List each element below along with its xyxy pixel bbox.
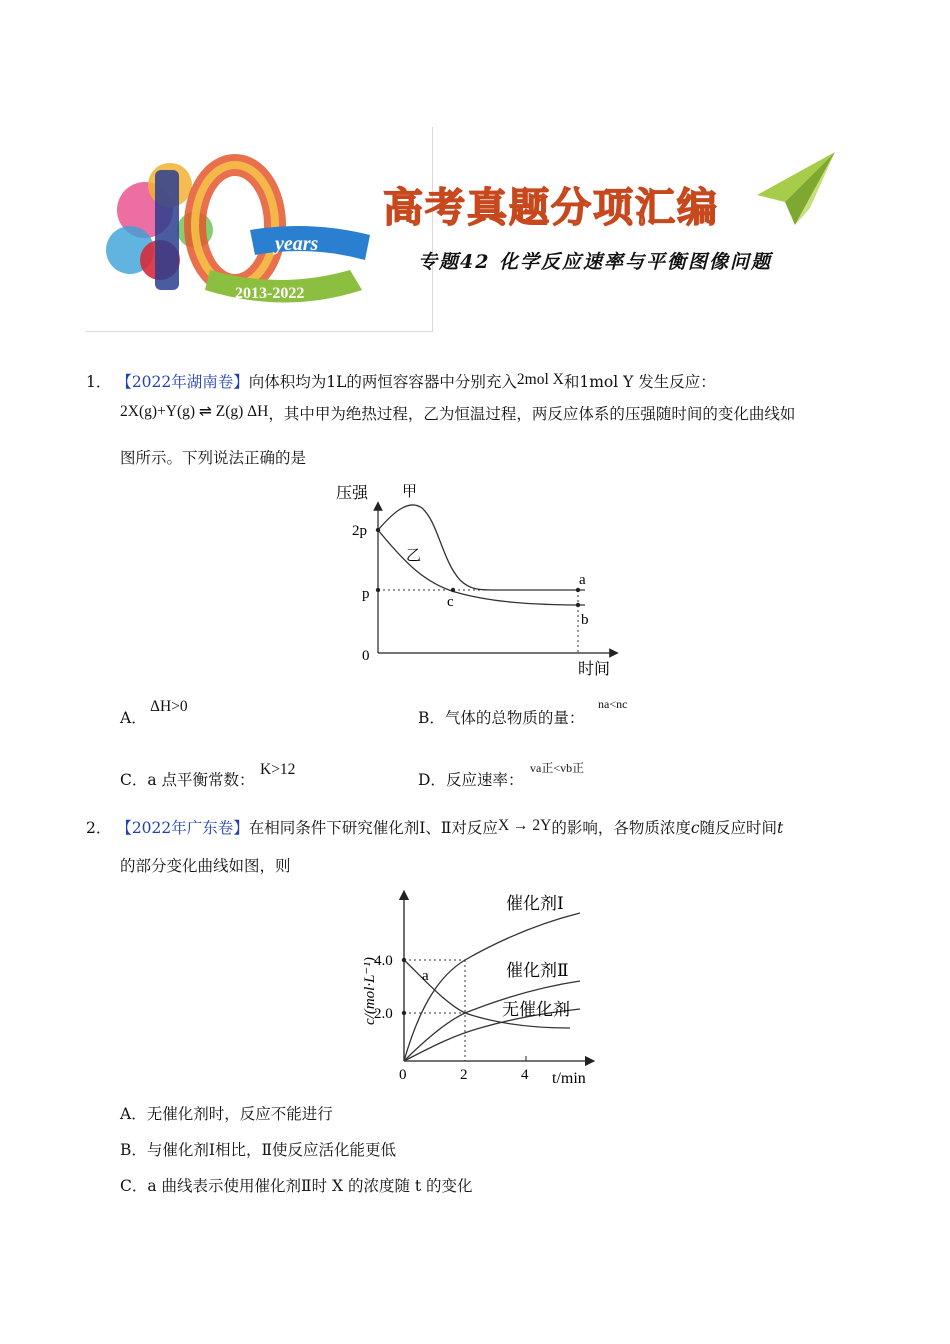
- q1-option-c-formula: K>12: [260, 761, 296, 778]
- q1-label-jia: 甲: [402, 484, 418, 500]
- q1-line3: 图所示。下列说法正确的是: [120, 449, 307, 467]
- q2-option-c-text: a 曲线表示使用催化剂Ⅱ时 X 的浓度随 t 的变化: [147, 1177, 473, 1195]
- paper-plane-icon: [755, 150, 840, 230]
- q2-xlabel: t/min: [552, 1070, 586, 1087]
- q1-dot-b: [576, 603, 580, 607]
- q1-option-b-formula: na<nc: [598, 697, 628, 711]
- q1-option-b-text: 气体的总物质的量：: [444, 709, 585, 727]
- q2-line1: [86, 818, 783, 839]
- q1-equation: 2X(g)+Y(g) ⇌ Z(g) ΔH: [120, 403, 269, 420]
- q2-label-cat1: 催化剂Ⅰ: [506, 894, 564, 913]
- q2-text1b: 的影响，各物质浓度: [551, 819, 691, 837]
- q2-text1: 在相同条件下研究催化剂Ⅰ、Ⅱ对反应: [248, 819, 498, 837]
- q1-ylabel: 压强: [336, 485, 369, 502]
- q1-xlabel: 时间: [578, 661, 611, 678]
- q2-ylabel: c/(mol·L⁻¹): [362, 957, 378, 1025]
- q2-ytick-2: 2.0: [374, 1006, 393, 1022]
- q1-source: 【2022年湖南卷】: [116, 373, 249, 391]
- q2-xtick-2: 2: [460, 1067, 468, 1083]
- q1-amounts: 2mol X: [516, 371, 564, 388]
- q2-reaction: X → 2Y: [497, 817, 552, 834]
- q1-option-a-letter: A．: [120, 709, 147, 727]
- q1-option-a: [120, 708, 147, 728]
- q1-option-d: [418, 770, 523, 790]
- ten-years-logo: [100, 140, 400, 320]
- q2-option-a: [120, 1104, 333, 1124]
- q2-option-a-letter: A．: [120, 1105, 147, 1123]
- q2-label-cat2: 催化剂Ⅱ: [506, 961, 569, 980]
- q1-dot-a: [576, 588, 580, 592]
- q2-dot-4: [402, 958, 406, 962]
- q2-var-c: c: [690, 819, 700, 837]
- q2-source: 【2022年广东卷】: [116, 819, 249, 837]
- q2-concentration-time-figure: [350, 885, 610, 1090]
- q1-line2: [120, 404, 795, 425]
- logo-range: 2013-2022: [235, 285, 305, 302]
- banner-subtitle: 专题42 化学反应速率与平衡图像问题: [418, 251, 773, 273]
- q1-dot-p: [376, 588, 380, 592]
- q2-label-a: a: [422, 968, 429, 984]
- q2-curve-cat1: [404, 913, 580, 1061]
- q1-line1: [86, 372, 716, 393]
- q2-option-b: [120, 1140, 396, 1160]
- q1-option-c-letter: C．: [120, 771, 148, 789]
- q2-dot-2: [402, 1011, 406, 1015]
- q2-option-c-letter: C．: [120, 1177, 148, 1195]
- q1-tick-p: p: [362, 586, 370, 602]
- q1-label-yi: 乙: [406, 548, 422, 564]
- q1-tick-2p: 2p: [352, 523, 367, 539]
- q1-option-c-text: a 点平衡常数：: [147, 771, 255, 789]
- q2-ytick-4: 4.0: [374, 953, 393, 969]
- q1-number: 1．: [86, 373, 112, 391]
- q1-point-a: a: [579, 572, 586, 588]
- q2-text1c: 随反应时间: [699, 819, 778, 837]
- q1-point-c: c: [447, 594, 454, 610]
- q2-number: 2．: [86, 819, 112, 837]
- q1-option-d-text: 反应速率：: [445, 771, 524, 789]
- q1-text1: 向体积均为1L的两恒容容器中分别充入: [248, 373, 517, 391]
- q1-option-d-formula: va正<vb正: [530, 761, 585, 775]
- logo-years: years: [275, 233, 319, 255]
- q1-dot-2p: [376, 528, 380, 532]
- q1-option-b-letter: B．: [418, 709, 445, 727]
- q1-pressure-time-figure: [330, 478, 630, 683]
- q1-text1b: 和1mol Y 发生反应：: [563, 373, 716, 391]
- q1-origin: 0: [362, 648, 370, 664]
- q2-option-a-text: 无催化剂时，反应不能进行: [146, 1105, 333, 1123]
- q2-var-t: t: [777, 819, 784, 837]
- q2-option-b-letter: B．: [120, 1141, 147, 1159]
- q2-option-b-text: 与催化剂Ⅰ相比，Ⅱ使反应活化能更低: [146, 1141, 397, 1159]
- q1-option-d-letter: D．: [418, 771, 446, 789]
- q1-point-b: b: [581, 612, 589, 628]
- banner-title: 高考真题分项汇编: [383, 184, 719, 231]
- q1-text2: ，其中甲为绝热过程，乙为恒温过程，两反应体系的压强随时间的变化曲线如: [268, 405, 796, 423]
- q1-dot-c: [451, 588, 455, 592]
- q2-xtick-0: 0: [399, 1067, 407, 1083]
- q2-xtick-4: 4: [521, 1067, 529, 1083]
- q1-option-b: [418, 708, 584, 728]
- q1-option-c: [120, 770, 255, 790]
- q1-curve-yi: [378, 530, 585, 605]
- q2-label-none: 无催化剂: [502, 1000, 570, 1019]
- q2-option-c: [120, 1176, 473, 1196]
- q2-line2: 的部分变化曲线如图，则: [120, 857, 291, 875]
- q1-option-a-formula: ΔH>0: [150, 698, 188, 715]
